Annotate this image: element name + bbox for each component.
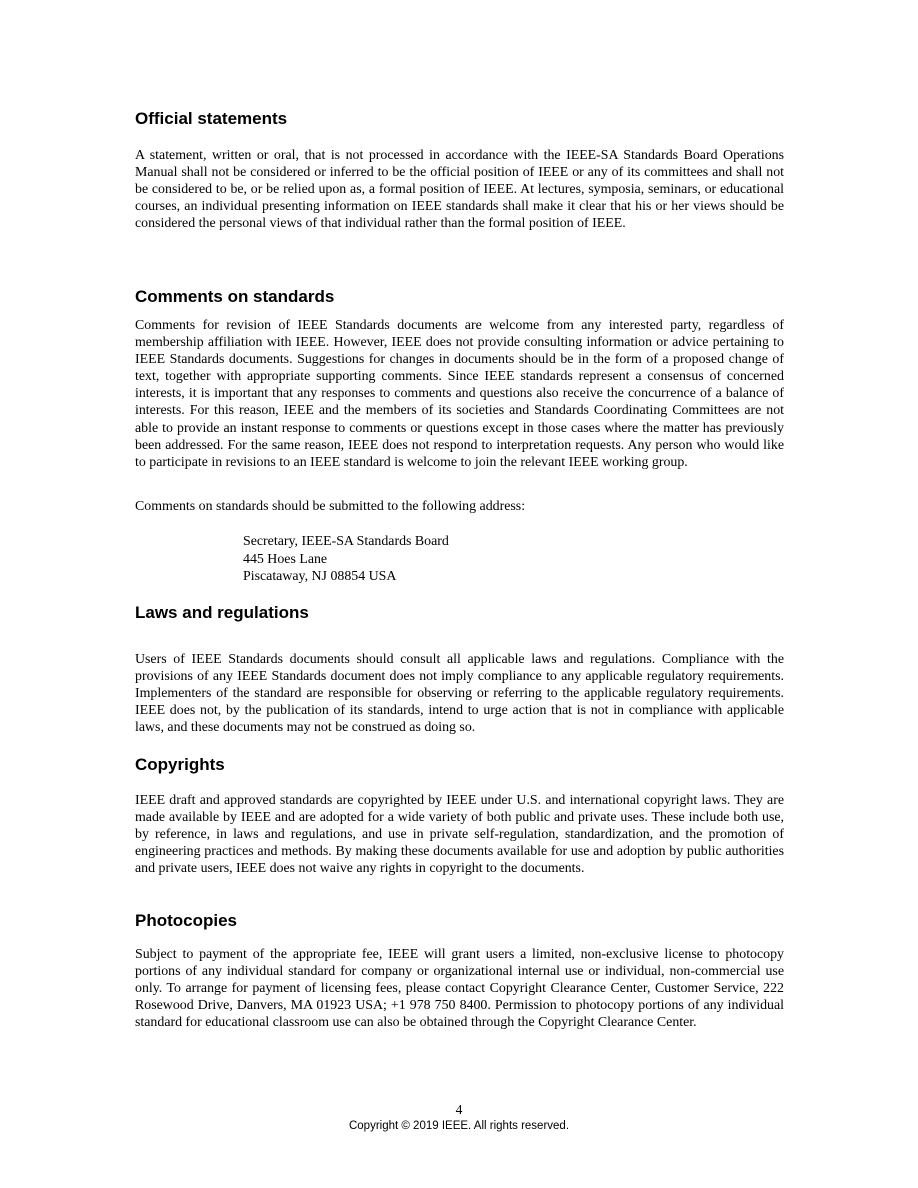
heading-copyrights: Copyrights <box>135 755 225 774</box>
address-line-city: Piscataway, NJ 08854 USA <box>243 569 397 584</box>
paragraph-copyrights: IEEE draft and approved standards are copyrighted by IEEE under U.S. and international copyright laws. They are made available by IEEE and are adopted for a wide variety of both public and private uses. These include both use, by reference, in laws and regulations, and use in private self-regulation, standardization, and the promotion of engineering practices and methods. By making these documents available for use and adoption by public authorities and private users, IEEE does not waive any rights in copyright to the documents. <box>135 793 784 877</box>
address-line-street: 445 Hoes Lane <box>243 551 328 567</box>
heading-photocopies: Photocopies <box>135 911 238 930</box>
copyright-notice: Copyright © 2019 IEEE. All rights reserved. <box>348 1120 570 1132</box>
paragraph-comments-on-standards: Comments for revision of IEEE Standards documents are welcome from any interested party, regardless of membership affiliation with IEEE. However, IEEE does not provide consulting information or advice pertaining to IEEE Standards documents. Suggestions for changes in documents should be in the form of a proposed change of text, together with appropriate supporting comments. Since IEEE standards represent a consensus of concerned interests, it is important that any responses to comments and questions also receive the concurrence of a balance of interests. For this reason, IEEE and the members of its societies and Standards Coordinating Committees are not able to provide an instant response to comments or questions except in those cases where the matter has previously been addressed. For the same reason, IEEE does not respond to interpretation requests. Any person who would like to participate in revisions to an IEEE standard is welcome to join the relevant IEEE working group. <box>135 318 784 470</box>
page-number: 4 <box>455 1102 463 1117</box>
heading-comments-on-standards: Comments on standards <box>135 287 335 306</box>
paragraph-laws-and-regulations: Users of IEEE Standards documents should consult all applicable laws and regulations. Compliance with the provisions of any IEEE Standards document does not imply compliance to any applicable regulatory requirements. Implementers of the standard are responsible for observing or referring to the applicable regulatory requirements. IEEE does not, by the publication of its standards, intend to urge action that is not in compliance with applicable laws, and these documents may not be construed as doing so. <box>135 652 784 736</box>
heading-official-statements: Official statements <box>135 109 288 128</box>
mailing-address <box>243 533 449 586</box>
heading-laws-and-regulations: Laws and regulations <box>135 603 309 622</box>
paragraph-photocopies: Subject to payment of the appropriate fee, IEEE will grant users a limited, non-exclusive license to photocopy portions of any individual standard for company or organizational internal use or individual, non-commercial use only. To arrange for payment of licensing fees, please contact Copyright Clearance Center, Customer Service, 222 Rosewood Drive, Danvers, MA 01923 USA; +1 978 750 8400. Permission to photocopy portions of any individual standard for educational classroom use can also be obtained through the Copyright Clearance Center. <box>135 947 784 1031</box>
address-line-recipient: Secretary, IEEE-SA Standards Board <box>243 534 449 549</box>
paragraph-submit-address-intro: Comments on standards should be submitted to the following address: <box>135 499 526 514</box>
paragraph-official-statements: A statement, written or oral, that is not processed in accordance with the IEEE-SA Standards Board Operations Manual shall not be considered or inferred to be the official position of IEEE or any of its committees and shall not be considered to be, or be relied upon as, a formal position of IEEE. At lectures, symposia, seminars, or educational courses, an individual presenting information on IEEE standards shall make it clear that his or her views should be considered the personal views of that individual rather than the formal position of IEEE. <box>135 148 784 232</box>
